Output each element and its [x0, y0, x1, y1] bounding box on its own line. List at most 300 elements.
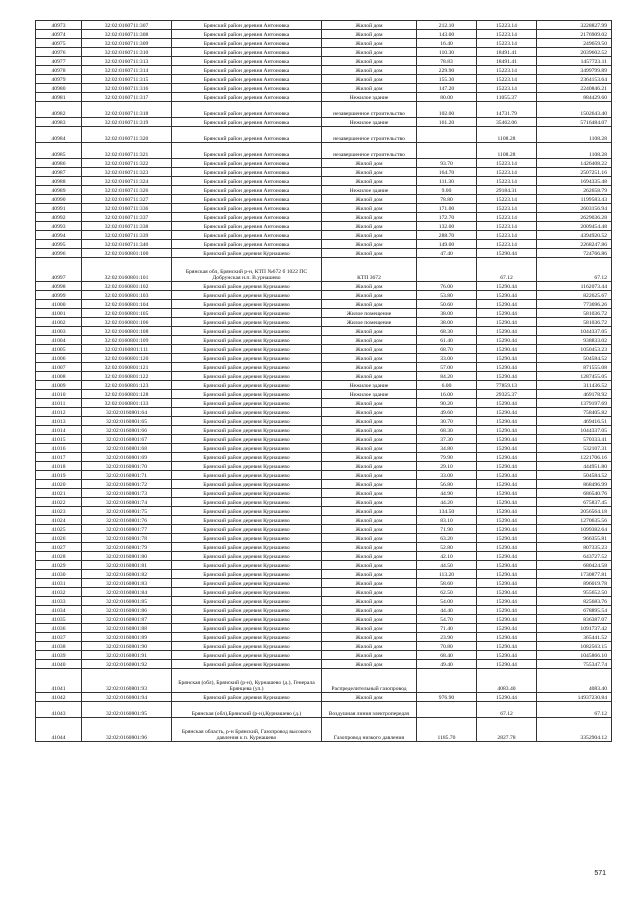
cadastral-number-cell: 32:02:0160801:78	[82, 534, 172, 543]
area-cell: 34.80	[417, 444, 477, 453]
table-row	[36, 282, 612, 291]
unit-value-cell: 15290.44	[477, 552, 537, 561]
address-cell: Брянский район деревня Антоновка	[172, 48, 322, 57]
row-number-cell: 40999	[36, 291, 82, 300]
table-row	[36, 318, 612, 327]
object-type-cell: Жилой дом	[322, 597, 417, 606]
row-number-cell: 40983	[36, 118, 82, 127]
cadastral-value-cell: 1694335.48	[537, 177, 612, 186]
row-number-cell: 41022	[36, 498, 82, 507]
page-number: 571	[594, 870, 606, 877]
table-row	[36, 222, 612, 231]
row-number-cell: 40993	[36, 222, 82, 231]
cadastral-value-cell: 1502643.40	[537, 102, 612, 118]
row-number-cell: 41014	[36, 426, 82, 435]
object-type-cell: Жилой дом	[322, 444, 417, 453]
address-cell: Брянский район деревня Курнашево	[172, 300, 322, 309]
cadastral-value-cell: 1044337.05	[537, 426, 612, 435]
object-type-cell: Жилой дом	[322, 204, 417, 213]
cadastral-value-cell: 2629036.28	[537, 213, 612, 222]
address-cell: Брянский район деревня Курнашево	[172, 624, 322, 633]
area-cell: 71.90	[417, 525, 477, 534]
cadastral-value-cell: 724766.86	[537, 249, 612, 258]
address-cell: Брянский район деревня Антоновка	[172, 118, 322, 127]
table-row	[36, 381, 612, 390]
cadastral-number-cell: 32:02:0160801:83	[82, 579, 172, 588]
address-cell: Брянский район деревня Курнашево	[172, 408, 322, 417]
area-cell: 29.10	[417, 462, 477, 471]
cadastral-number-cell: 32:02:0160801:103	[82, 291, 172, 300]
table-row	[36, 718, 612, 742]
area-cell: 134.50	[417, 507, 477, 516]
table-row	[36, 345, 612, 354]
table-row	[36, 534, 612, 543]
cadastral-value-cell: 2240846.21	[537, 84, 612, 93]
object-type-cell: Газопровод низкого давления	[322, 718, 417, 742]
address-cell: Брянский район деревня Курнашево	[172, 381, 322, 390]
object-type-cell: Жилой дом	[322, 213, 417, 222]
cadastral-number-cell: 32:02:0160801:76	[82, 516, 172, 525]
object-type-cell: Жилой дом	[322, 651, 417, 660]
table-row	[36, 408, 612, 417]
area-cell: 83.10	[417, 516, 477, 525]
cadastral-value-cell: 444951.80	[537, 462, 612, 471]
cadastral-number-cell: 32:02:0160711:307	[82, 21, 172, 30]
area-cell: 56.80	[417, 480, 477, 489]
cadastral-number-cell: 32:02:0160801:64	[82, 408, 172, 417]
address-cell: Брянский район деревня Курнашево	[172, 336, 322, 345]
unit-value-cell: 18491.41	[477, 48, 537, 57]
row-number-cell: 40989	[36, 186, 82, 195]
address-cell: Брянский район деревня Антоновка	[172, 127, 322, 143]
cadastral-value-cell: 1091737.42	[537, 624, 612, 633]
cadastral-number-cell: 32:02:0160711:319	[82, 118, 172, 127]
object-type-cell: Жилой дом	[322, 525, 417, 534]
table-row	[36, 93, 612, 102]
area-cell	[417, 143, 477, 159]
address-cell: Брянский район деревня Курнашево	[172, 642, 322, 651]
object-type-cell: Жилой дом	[322, 159, 417, 168]
address-cell: Брянский район деревня Антоновка	[172, 186, 322, 195]
area-cell: 57.00	[417, 363, 477, 372]
cadastral-value-cell: 807335.23	[537, 543, 612, 552]
unit-value-cell: 15290.44	[477, 345, 537, 354]
row-number-cell: 40991	[36, 204, 82, 213]
address-cell: Брянский район деревня Курнашево	[172, 489, 322, 498]
unit-value-cell: 18491.41	[477, 57, 537, 66]
area-cell: 44.90	[417, 489, 477, 498]
object-type-cell: Жилой дом	[322, 579, 417, 588]
row-number-cell: 41038	[36, 642, 82, 651]
address-cell: Брянский район деревня Курнашево	[172, 345, 322, 354]
cadastral-value-cell: 3499799.89	[537, 66, 612, 75]
area-cell: 68.30	[417, 426, 477, 435]
object-type-cell: Жилой дом	[322, 399, 417, 408]
object-type-cell: Нежилое здание	[322, 390, 417, 399]
unit-value-cell: 15290.44	[477, 426, 537, 435]
table-row	[36, 642, 612, 651]
cadastral-value-cell: 836387.07	[537, 615, 612, 624]
cadastral-value-cell: 67.12	[537, 702, 612, 718]
unit-value-cell: 15290.44	[477, 693, 537, 702]
unit-value-cell: 15223.14	[477, 159, 537, 168]
row-number-cell: 41012	[36, 408, 82, 417]
unit-value-cell: 15290.44	[477, 570, 537, 579]
row-number-cell: 40992	[36, 213, 82, 222]
table-row	[36, 588, 612, 597]
object-type-cell: Жилой дом	[322, 327, 417, 336]
object-type-cell: Жилой дом	[322, 624, 417, 633]
cadastral-value-cell: 825683.76	[537, 597, 612, 606]
object-type-cell: Жилой дом	[322, 39, 417, 48]
object-type-cell: Жилой дом	[322, 417, 417, 426]
object-type-cell: Жилой дом	[322, 615, 417, 624]
cadastral-number-cell: 32:02:0160801:88	[82, 624, 172, 633]
object-type-cell: Жилой дом	[322, 435, 417, 444]
table-row	[36, 702, 612, 718]
area-cell: 149.00	[417, 240, 477, 249]
unit-value-cell: 15290.44	[477, 444, 537, 453]
object-type-cell: Жилой дом	[322, 570, 417, 579]
address-cell: Брянский район деревня Курнашево	[172, 462, 322, 471]
area-cell: 23.90	[417, 633, 477, 642]
table-row	[36, 66, 612, 75]
unit-value-cell: 15290.44	[477, 561, 537, 570]
table-row	[36, 30, 612, 39]
cadastral-value-cell: 1108.28	[537, 127, 612, 143]
address-cell: Брянский район деревня Курнашево	[172, 543, 322, 552]
address-cell: Брянский район деревня Антоновка	[172, 75, 322, 84]
area-cell: 80.00	[417, 93, 477, 102]
table-row	[36, 231, 612, 240]
cadastral-value-cell: 758405.82	[537, 408, 612, 417]
address-cell: Брянская (обл), Брянский (р-н), Курнашево (д.), Генерала Брянцева (ул.)	[172, 669, 322, 693]
unit-value-cell: 15223.14	[477, 66, 537, 75]
table-row	[36, 498, 612, 507]
area-cell: 68.70	[417, 345, 477, 354]
area-cell: 93.70	[417, 159, 477, 168]
address-cell: Брянский район деревня Курнашево	[172, 633, 322, 642]
table-row	[36, 552, 612, 561]
object-type-cell: незавершенное строительство	[322, 143, 417, 159]
address-cell: Брянский район деревня Антоновка	[172, 102, 322, 118]
cadastral-value-cell: 2507251.16	[537, 168, 612, 177]
table-row	[36, 143, 612, 159]
cadastral-number-cell: 32:02:0160801:100	[82, 249, 172, 258]
area-cell: 132.00	[417, 222, 477, 231]
table-row	[36, 57, 612, 66]
row-number-cell: 41024	[36, 516, 82, 525]
cadastral-number-cell: 32:02:0160801:92	[82, 660, 172, 669]
row-number-cell: 40998	[36, 282, 82, 291]
registry-table-body	[36, 21, 612, 742]
cadastral-value-cell: 1108.28	[537, 143, 612, 159]
area-cell: 110.30	[417, 48, 477, 57]
row-number-cell: 41015	[36, 435, 82, 444]
area-cell: 78.83	[417, 57, 477, 66]
row-number-cell: 40984	[36, 127, 82, 143]
unit-value-cell: 29184.31	[477, 186, 537, 195]
object-type-cell: Жилой дом	[322, 240, 417, 249]
area-cell	[417, 702, 477, 718]
row-number-cell: 41036	[36, 624, 82, 633]
table-row	[36, 444, 612, 453]
unit-value-cell: 15223.14	[477, 222, 537, 231]
cadastral-value-cell: 1270635.56	[537, 516, 612, 525]
row-number-cell: 41000	[36, 300, 82, 309]
cadastral-value-cell: 822625.67	[537, 291, 612, 300]
address-cell: Брянский район деревня Антоновка	[172, 30, 322, 39]
area-cell: 38.00	[417, 318, 477, 327]
table-row	[36, 258, 612, 282]
cadastral-value-cell: 1457723.11	[537, 57, 612, 66]
table-row	[36, 118, 612, 127]
cadastral-value-cell: 773696.26	[537, 300, 612, 309]
row-number-cell: 41027	[36, 543, 82, 552]
area-cell: 102.00	[417, 102, 477, 118]
row-number-cell: 41044	[36, 718, 82, 742]
cadastral-value-cell: 680424.58	[537, 561, 612, 570]
object-type-cell: Жилой дом	[322, 489, 417, 498]
object-type-cell: Жилой дом	[322, 66, 417, 75]
object-type-cell: Жилой дом	[322, 693, 417, 702]
unit-value-cell: 15290.44	[477, 633, 537, 642]
object-type-cell: Жилой дом	[322, 633, 417, 642]
area-cell: 52.80	[417, 543, 477, 552]
row-number-cell: 41007	[36, 363, 82, 372]
cadastral-value-cell: 1082563.15	[537, 642, 612, 651]
table-row	[36, 633, 612, 642]
unit-value-cell: 15290.44	[477, 453, 537, 462]
object-type-cell: Жилое помещение	[322, 309, 417, 318]
cadastral-value-cell: 249659.50	[537, 39, 612, 48]
table-row	[36, 177, 612, 186]
cadastral-number-cell: 32:02:0160801:89	[82, 633, 172, 642]
object-type-cell: незавершенное строительство	[322, 102, 417, 118]
cadastral-value-cell: 532107.31	[537, 444, 612, 453]
table-row	[36, 21, 612, 30]
unit-value-cell: 67.12	[477, 258, 537, 282]
row-number-cell: 41002	[36, 318, 82, 327]
object-type-cell: Жилой дом	[322, 498, 417, 507]
cadastral-number-cell: 32:02:0160801:91	[82, 651, 172, 660]
row-number-cell: 41008	[36, 372, 82, 381]
object-type-cell: Жилой дом	[322, 222, 417, 231]
unit-value-cell: 15290.44	[477, 300, 537, 309]
table-row	[36, 651, 612, 660]
object-type-cell: Жилой дом	[322, 363, 417, 372]
cadastral-number-cell: 32:02:0160711:320	[82, 127, 172, 143]
address-cell: Брянский район деревня Курнашево	[172, 561, 322, 570]
cadastral-number-cell: 32:02:0160801:75	[82, 507, 172, 516]
cadastral-number-cell: 32:02:0160801:65	[82, 417, 172, 426]
cadastral-value-cell: 1044337.05	[537, 327, 612, 336]
row-number-cell: 41029	[36, 561, 82, 570]
table-row	[36, 615, 612, 624]
cadastral-value-cell: 2176909.02	[537, 30, 612, 39]
cadastral-value-cell: 469416.51	[537, 417, 612, 426]
cadastral-value-cell: 643727.52	[537, 552, 612, 561]
row-number-cell: 41013	[36, 417, 82, 426]
address-cell: Брянский район деревня Курнашево	[172, 525, 322, 534]
area-cell: 38.00	[417, 309, 477, 318]
cadastral-number-cell: 32:02:0160801:123	[82, 381, 172, 390]
unit-value-cell: 15290.44	[477, 525, 537, 534]
table-row	[36, 372, 612, 381]
address-cell: Брянский район деревня Курнашево	[172, 507, 322, 516]
cadastral-number-cell: 32:02:0160801:72	[82, 480, 172, 489]
object-type-cell: Жилой дом	[322, 372, 417, 381]
object-type-cell: Жилой дом	[322, 534, 417, 543]
address-cell: Брянский район деревня Курнашево	[172, 471, 322, 480]
cadastral-number-cell: 32:02:0160801:85	[82, 597, 172, 606]
cadastral-value-cell: 504584.52	[537, 354, 612, 363]
row-number-cell: 41023	[36, 507, 82, 516]
address-cell: Брянский район деревня Курнашево	[172, 606, 322, 615]
cadastral-number-cell: 32:02:0160711:310	[82, 48, 172, 57]
area-cell: 1185.70	[417, 718, 477, 742]
cadastral-value-cell: 686540.76	[537, 489, 612, 498]
cadastral-value-cell: 675837.45	[537, 498, 612, 507]
cadastral-number-cell: 32:02:0160801:94	[82, 693, 172, 702]
address-cell: Брянский район деревня Курнашево	[172, 597, 322, 606]
cadastral-number-cell: 32:02:0160711:326	[82, 186, 172, 195]
area-cell: 976.90	[417, 693, 477, 702]
row-number-cell: 40995	[36, 240, 82, 249]
row-number-cell: 40975	[36, 39, 82, 48]
object-type-cell: Нежилое здание	[322, 381, 417, 390]
row-number-cell: 41019	[36, 471, 82, 480]
address-cell: Брянский район деревня Антоновка	[172, 66, 322, 75]
cadastral-value-cell: 1050453.23	[537, 345, 612, 354]
row-number-cell: 41043	[36, 702, 82, 718]
cadastral-number-cell: 32:02:0160801:105	[82, 309, 172, 318]
cadastral-number-cell: 32:02:0160801:79	[82, 543, 172, 552]
cadastral-value-cell: 966355.81	[537, 534, 612, 543]
object-type-cell: Жилой дом	[322, 282, 417, 291]
cadastral-number-cell: 32:02:0160711:317	[82, 93, 172, 102]
unit-value-cell: 15290.44	[477, 615, 537, 624]
unit-value-cell: 15290.44	[477, 534, 537, 543]
cadastral-number-cell: 32:02:0160801:68	[82, 444, 172, 453]
cadastral-value-cell: 2039602.52	[537, 48, 612, 57]
object-type-cell: Нежилое здание	[322, 93, 417, 102]
row-number-cell: 40973	[36, 21, 82, 30]
table-row	[36, 417, 612, 426]
object-type-cell: незавершенное строительство	[322, 127, 417, 143]
table-row	[36, 399, 612, 408]
address-cell: Брянский район деревня Курнашево	[172, 327, 322, 336]
table-row	[36, 507, 612, 516]
cadastral-value-cell: 1426408.22	[537, 159, 612, 168]
unit-value-cell: 15223.14	[477, 177, 537, 186]
cadastral-number-cell: 32:02:0160711:327	[82, 195, 172, 204]
area-cell: 33.00	[417, 354, 477, 363]
unit-value-cell: 15223.14	[477, 204, 537, 213]
row-number-cell: 40974	[36, 30, 82, 39]
cadastral-number-cell: 32:02:0160801:108	[82, 327, 172, 336]
cadastral-number-cell: 32:02:0160711:308	[82, 30, 172, 39]
table-row	[36, 570, 612, 579]
area-cell: 70.80	[417, 642, 477, 651]
object-type-cell: Жилой дом	[322, 21, 417, 30]
area-cell: 171.00	[417, 204, 477, 213]
object-type-cell: Жилой дом	[322, 642, 417, 651]
address-cell: Брянский район деревня Антоновка	[172, 240, 322, 249]
cadastral-number-cell: 32:02:0160801:77	[82, 525, 172, 534]
table-row	[36, 354, 612, 363]
address-cell: Брянский район деревня Антоновка	[172, 143, 322, 159]
cadastral-value-cell: 955652.50	[537, 588, 612, 597]
cadastral-number-cell: 32:02:0160801:84	[82, 588, 172, 597]
table-row	[36, 249, 612, 258]
cadastral-number-cell: 32:02:0160711:324	[82, 177, 172, 186]
area-cell: 58.60	[417, 579, 477, 588]
object-type-cell: Жилой дом	[322, 660, 417, 669]
cadastral-number-cell: 32:02:0160801:87	[82, 615, 172, 624]
row-number-cell: 41021	[36, 489, 82, 498]
object-type-cell: Жилое помещение	[322, 318, 417, 327]
unit-value-cell: 1108.28	[477, 127, 537, 143]
object-type-cell: Жилой дом	[322, 408, 417, 417]
unit-value-cell: 15290.44	[477, 363, 537, 372]
table-row	[36, 204, 612, 213]
cadastral-value-cell: 1730877.81	[537, 570, 612, 579]
unit-value-cell: 15290.44	[477, 588, 537, 597]
cadastral-number-cell: 32:02:0160711:309	[82, 39, 172, 48]
object-type-cell: Жилой дом	[322, 231, 417, 240]
cadastral-value-cell: 2268247.86	[537, 240, 612, 249]
cadastral-value-cell: 1287455.05	[537, 372, 612, 381]
row-number-cell: 40997	[36, 258, 82, 282]
table-row	[36, 480, 612, 489]
area-cell	[417, 127, 477, 143]
cadastral-number-cell: 32:02:0160801:101	[82, 258, 172, 282]
registry-table	[35, 20, 612, 742]
table-row	[36, 195, 612, 204]
cadastral-value-cell: 5716484.07	[537, 118, 612, 127]
table-row	[36, 606, 612, 615]
object-type-cell: Жилой дом	[322, 606, 417, 615]
cadastral-number-cell: 32:02:0160801:120	[82, 354, 172, 363]
row-number-cell: 41016	[36, 444, 82, 453]
unit-value-cell: 15223.14	[477, 21, 537, 30]
cadastral-number-cell: 32:02:0160711:340	[82, 240, 172, 249]
table-row	[36, 102, 612, 118]
unit-value-cell: 15290.44	[477, 660, 537, 669]
cadastral-number-cell: 32:02:0160711:316	[82, 84, 172, 93]
area-cell: 49.40	[417, 660, 477, 669]
object-type-cell: Жилой дом	[322, 75, 417, 84]
row-number-cell: 41042	[36, 693, 82, 702]
cadastral-value-cell: 884429.60	[537, 93, 612, 102]
table-row	[36, 75, 612, 84]
unit-value-cell: 15223.14	[477, 195, 537, 204]
unit-value-cell: 15290.44	[477, 336, 537, 345]
object-type-cell: Жилой дом	[322, 588, 417, 597]
row-number-cell: 40988	[36, 177, 82, 186]
cadastral-value-cell: 3352904.12	[537, 718, 612, 742]
object-type-cell: Жилой дом	[322, 30, 417, 39]
cadastral-number-cell: 32:02:0160711:336	[82, 204, 172, 213]
address-cell: Брянский район деревня Курнашево	[172, 318, 322, 327]
row-number-cell: 41011	[36, 399, 82, 408]
cadastral-number-cell: 32:02:0160801:69	[82, 453, 172, 462]
unit-value-cell: 15290.44	[477, 579, 537, 588]
unit-value-cell: 15290.44	[477, 471, 537, 480]
cadastral-value-cell: 504584.52	[537, 471, 612, 480]
cadastral-value-cell: 67.12	[537, 258, 612, 282]
